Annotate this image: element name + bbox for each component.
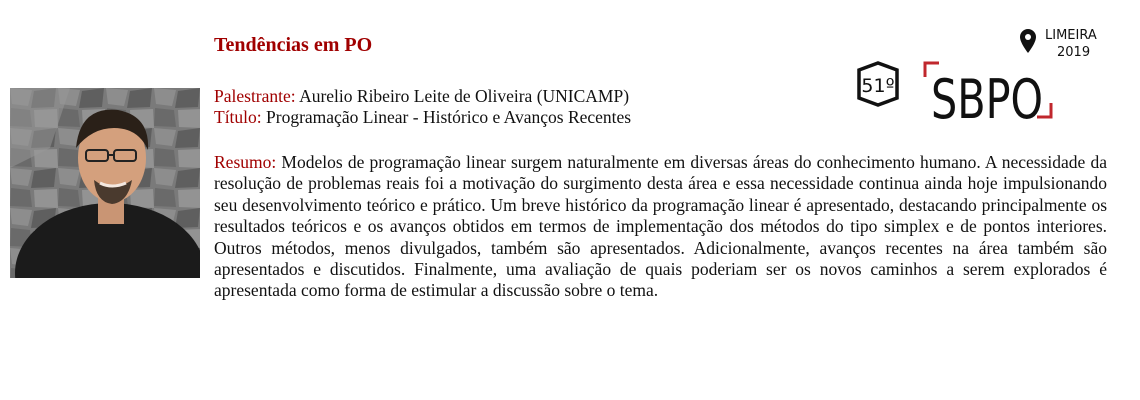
logo-edition: 51º [861, 75, 895, 97]
speaker-photo-image [10, 88, 200, 278]
speaker-label: Palestrante: [214, 86, 296, 106]
sbpo-logo [845, 25, 1125, 135]
logo-name: SBPO [931, 68, 1043, 131]
logo-city: LIMEIRA [1045, 28, 1097, 43]
title-line [214, 107, 631, 128]
speaker-line [214, 86, 631, 107]
abstract-text: Modelos de programação linear surgem naturalmente em diversas áreas do conhecimento humano. A necessidade da resolução de problemas reais foi a motivação do surgimento desta área e essa necessidade continua ainda hoje impulsionando seu desenvolvimento teórico e prático. Um breve histórico da programação linear é apresentado, destacando principalmente os resultados teóricos e os avanços obtidos em termos de implementação dos métodos do tipo simplex e de pontos interiores. Outros métodos, menos divulgados, também são apresentados. Adicionalmente, avanços recentes na área também são apresentados e discutidos. Finalmente, uma avaliação de quais poderiam ser os novos caminhos a serem explorados é apresentada como forma de estimular a discussão sobre o tema. [214, 152, 1108, 301]
talk-meta [214, 86, 631, 128]
location-pin-icon [1020, 29, 1036, 53]
abstract-paragraph [214, 152, 1107, 302]
logo-year: 2019 [1057, 45, 1091, 60]
speaker-name: Aurelio Ribeiro Leite de Oliveira (UNICAMP) [299, 86, 630, 106]
abstract-label: Resumo: [214, 152, 277, 172]
title-label: Título: [214, 107, 262, 127]
speaker-photo [10, 88, 200, 278]
section-title: Tendências em PO [214, 34, 373, 56]
talk-title: Programação Linear - Histórico e Avanços Recentes [266, 107, 632, 127]
